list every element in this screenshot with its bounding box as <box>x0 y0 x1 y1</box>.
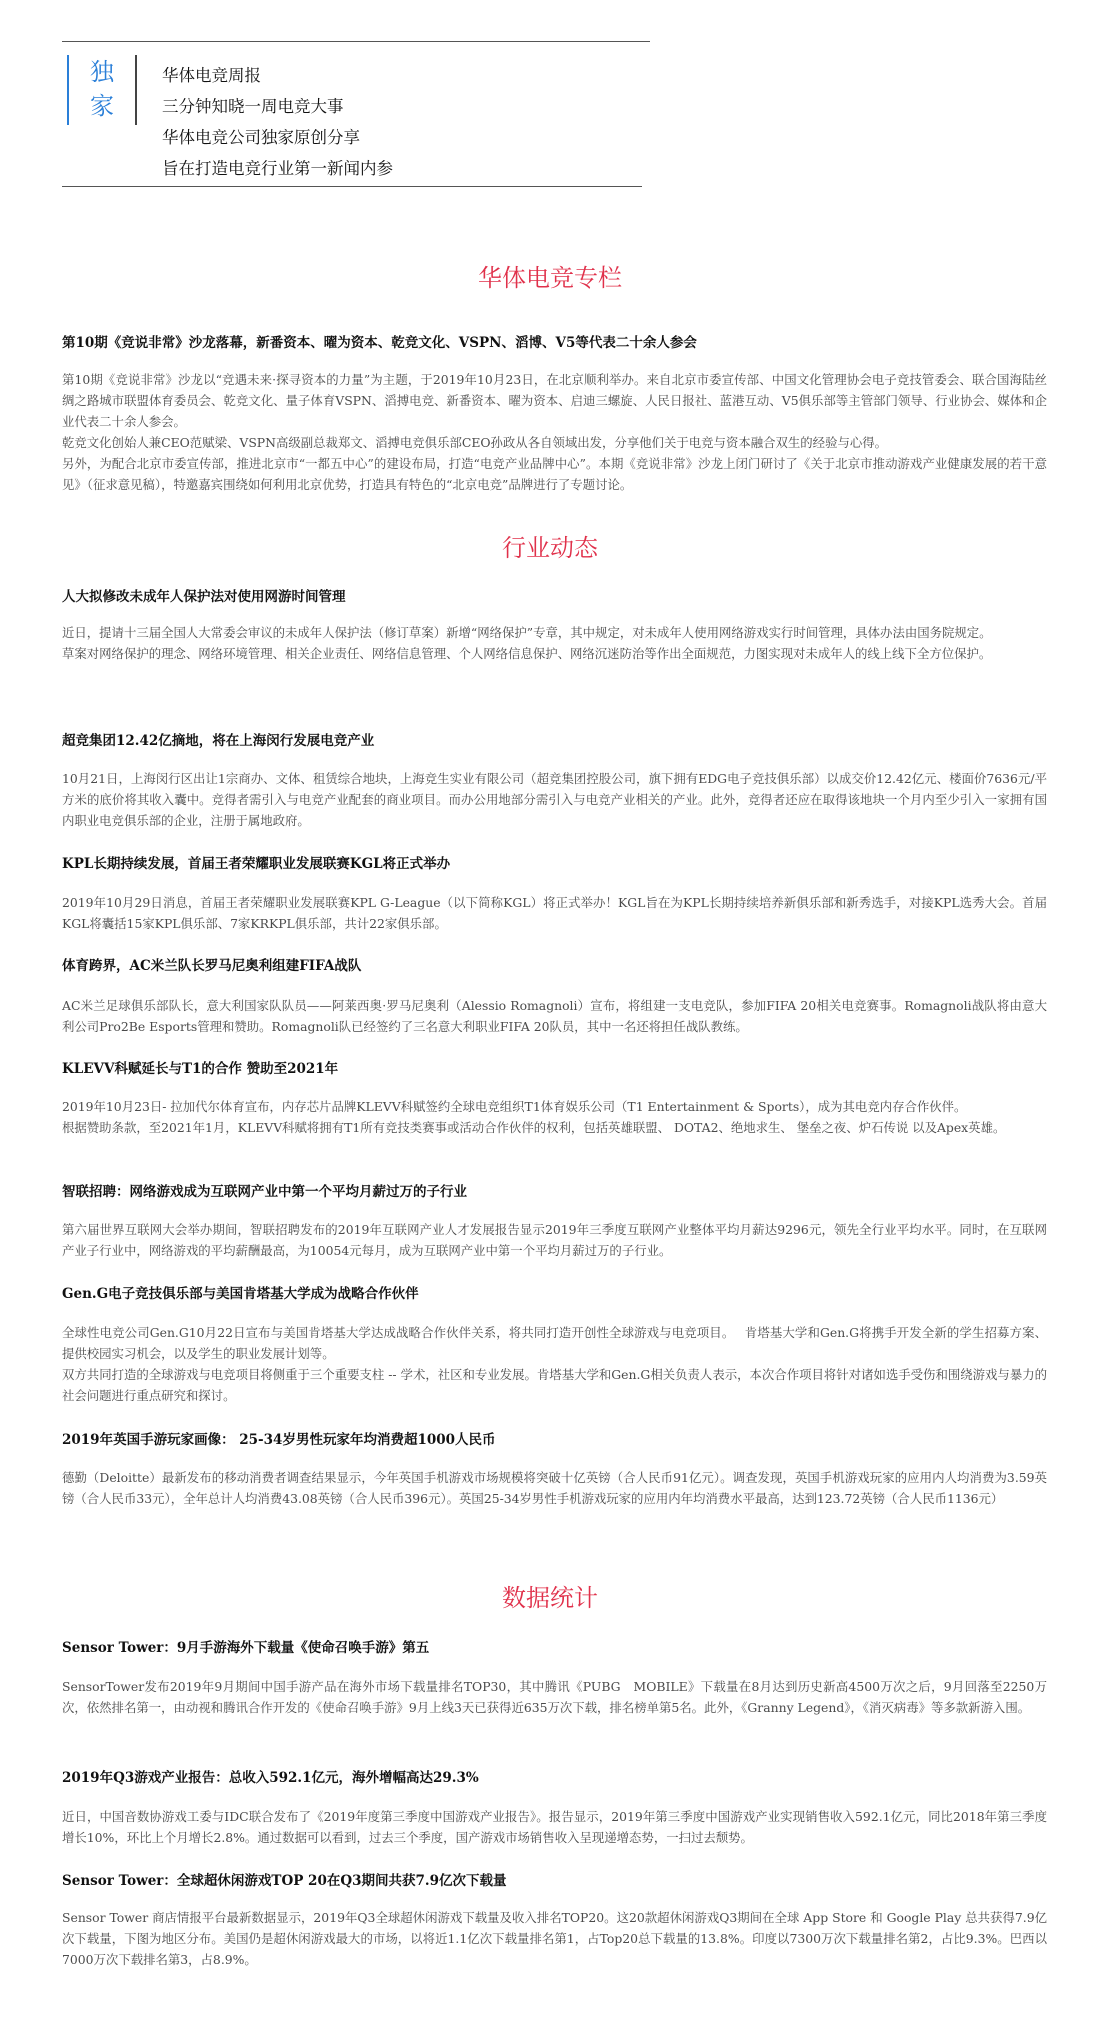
article-body <box>62 1467 1047 1509</box>
badge-char-2: 家 <box>90 92 114 120</box>
article-title: KLEVV科赋延长与T1的合作 赞助至2021年 <box>62 1061 339 1077</box>
article-title: Gen.G电子竞技俱乐部与美国肯塔基大学成为战略合作伙伴 <box>62 1286 419 1302</box>
article-body <box>62 1806 1047 1848</box>
article-paragraph: 乾竞文化创始人兼CEO范赋梁、VSPN高级副总裁郑文、滔搏电竞俱乐部CEO孙政从各自领域出发，分享他们关于电竞与资本融合双生的经验与心得。 <box>62 435 888 450</box>
article-title: 人大拟修改未成年人保护法对使用网游时间管理 <box>62 589 346 605</box>
article-paragraph: SensorTower发布2019年9月期间中国手游产品在海外市场下载量排名TOP30，其中腾讯《PUBG MOBILE》下载量在8月达到历史新高4500万次之后，9月回落至2250万次，依然排名第一，由动视和腾讯合作开发的《使命召唤手游》9月上线3天已获得近635万次下载，排名榜单第5名。此外，《Granny Legend》，《消灭病毒》等多款新游入围。 <box>62 1679 1047 1715</box>
article-paragraph: 全球性电竞公司Gen.G10月22日宣布与美国肯塔基大学达成战略合作伙伴关系，将共同打造开创性全球游戏与电竞项目。 肯塔基大学和Gen.G将携手开发全新的学生招募方案、提供校园实习机会，以及学生的职业发展计划等。 <box>62 1325 1047 1361</box>
article-paragraph: 草案对网络保护的理念、网络环境管理、相关企业责任、网络信息管理、个人网络信息保护、网络沉迷防治等作出全面规范，力图实现对未成年人的线上线下全方位保护。 <box>62 646 992 661</box>
intro-block <box>162 60 393 184</box>
article-paragraph: 第六届世界互联网大会举办期间，智联招聘发布的2019年互联网产业人才发展报告显示2019年三季度互联网产业整体平均月薪达9296元，领先全行业平均水平。同时，在互联网产业子行业中，网络游戏的平均薪酬最高，为10054元每月，成为互联网产业中第一个平均月薪过万的子行业。 <box>62 1222 1047 1258</box>
top-rule <box>62 41 650 42</box>
article-body <box>62 369 1047 495</box>
article-title: 2019年英国手游玩家画像： 25-34岁男性玩家年均消费超1000人民币 <box>62 1432 496 1448</box>
intro-line: 三分钟知晓一周电竞大事 <box>162 97 344 116</box>
badge-char-1: 独 <box>90 58 114 86</box>
intro-line: 华体电竞公司独家原创分享 <box>162 128 360 147</box>
article-paragraph: 近日，中国音数协游戏工委与IDC联合发布了《2019年度第三季度中国游戏产业报告》。报告显示，2019年第三季度中国游戏产业实现销售收入592.1亿元，同比2018年第三季度增长10%，环比上个月增长2.8%。通过数据可以看到，过去三个季度，国产游戏市场销售收入呈现递增态势，一扫过去颓势。 <box>62 1809 1047 1845</box>
article-paragraph: 另外，为配合北京市委宣传部，推进北京市“一都五中心”的建设布局，打造“电竞产业品牌中心”。本期《竞说非常》沙龙上闭门研讨了《关于北京市推动游戏产业健康发展的若干意见》（征求意见稿），特邀嘉宾围绕如何利用北京优势，打造具有特色的“北京电竞”品牌进行了专题讨论。 <box>62 456 1047 492</box>
article-title: Sensor Tower：9月手游海外下载量《使命召唤手游》第五 <box>62 1640 430 1656</box>
article-title: 2019年Q3游戏产业报告：总收入592.1亿元，海外增幅高达29.3% <box>62 1770 479 1786</box>
article-paragraph: AC米兰足球俱乐部队长，意大利国家队队员——阿莱西奥·罗马尼奥利（Alessio Romagnoli）宣布，将组建一支电竞队，参加FIFA 20相关电竞赛事。Romagnoli战队将由意大利公司Pro2Be Esports管理和赞助。Romagnoli队已经签约了三名意大利职业FIFA 20队员，其中一名还将担任战队教练。 <box>62 998 1047 1034</box>
article-paragraph: 2019年10月23日- 拉加代尔体育宣布，内存芯片品牌KLEVV科赋签约全球电竞组织T1体育娱乐公司（T1 Entertainment & Sports），成为其电竞内存合作伙伴。 <box>62 1099 967 1114</box>
article-body <box>62 622 1047 664</box>
article-body <box>62 1096 1047 1138</box>
article-paragraph: Sensor Tower 商店情报平台最新数据显示，2019年Q3全球超休闲游戏下载量及收入排名TOP20。这20款超休闲游戏Q3期间在全球 App Store 和 Google Play 总共获得7.9亿次下载量，下图为地区分布。美国仍是超休闲游戏最大的市场，以将近1.1亿次下载量排名第1，占Top20总下载量的13.8%。印度以7300万次下载量排名第2，占比9.3%。巴西以7000万次下载排名第3，占8.9%。 <box>62 1910 1047 1967</box>
intro-bottom-rule <box>62 186 642 187</box>
article-title: 第10期《竞说非常》沙龙落幕，新番资本、曜为资本、乾竞文化、VSPN、滔博、V5等代表二十余人参会 <box>62 335 697 351</box>
article-body <box>62 1676 1047 1718</box>
intro-line: 旨在打造电竞行业第一新闻内参 <box>162 159 393 178</box>
section-title-industry: 行业动态 <box>502 534 598 562</box>
article-title: 智联招聘：网络游戏成为互联网产业中第一个平均月薪过万的子行业 <box>62 1184 467 1200</box>
section-title-stats: 数据统计 <box>502 1584 598 1612</box>
article-title: 超竞集团12.42亿摘地，将在上海闵行发展电竞产业 <box>62 733 375 749</box>
exclusive-badge <box>67 55 137 125</box>
article-body <box>62 1907 1047 1970</box>
article-paragraph: 10月21日，上海闵行区出让1宗商办、文体、租赁综合地块，上海竞生实业有限公司（超竞集团控股公司，旗下拥有EDG电子竞技俱乐部）以成交价12.42亿元、楼面价7636元/平方米的底价将其收入囊中。竞得者需引入与电竞产业配套的商业项目。而办公用地部分需引入与电竞产业相关的产业。此外，竞得者还应在取得该地块一个月内至少引入一家拥有国内职业电竞俱乐部的企业，注册于属地政府。 <box>62 771 1047 828</box>
article-paragraph: 2019年10月29日消息，首届王者荣耀职业发展联赛KPL G-League（以下简称KGL）将正式举办！KGL旨在为KPL长期持续培养新俱乐部和新秀选手，对接KPL选秀大会。首届KGL将囊括15家KPL俱乐部、7家KRKPL俱乐部，共计22家俱乐部。 <box>62 895 1047 931</box>
article-body <box>62 995 1047 1037</box>
article-title: Sensor Tower：全球超休闲游戏TOP 20在Q3期间共获7.9亿次下载量 <box>62 1873 507 1889</box>
section-title-column: 华体电竞专栏 <box>478 264 622 292</box>
article-paragraph: 德勤（Deloitte）最新发布的移动消费者调查结果显示，今年英国手机游戏市场规模将突破十亿英镑（合人民币91亿元）。调查发现，英国手机游戏玩家的应用内人均消费为3.59英镑（合人民币33元），全年总计人均消费43.08英镑（合人民币396元）。英国25-34岁男性手机游戏玩家的应用内年均消费水平最高，达到123.72英镑（合人民币1136元） <box>62 1470 1047 1506</box>
intro-line: 华体电竞周报 <box>162 66 261 85</box>
article-title: KPL长期持续发展，首届王者荣耀职业发展联赛KGL将正式举办 <box>62 856 451 872</box>
article-body <box>62 768 1047 831</box>
article-paragraph: 第10期《竞说非常》沙龙以“竞遇未来·探寻资本的力量”为主题，于2019年10月23日，在北京顺利举办。来自北京市委宣传部、中国文化管理协会电子竞技管委会、联合国海陆丝绸之路城市联盟体育委员会、乾竞文化、量子体育VSPN、滔搏电竞、新番资本、曜为资本、启迪三螺旋、人民日报社、蓝港互动、V5俱乐部等主管部门领导、行业协会、媒体和企业代表二十余人参会。 <box>62 372 1047 429</box>
article-title: 体育跨界，AC米兰队长罗马尼奥利组建FIFA战队 <box>62 958 362 974</box>
article-paragraph: 双方共同打造的全球游戏与电竞项目将侧重于三个重要支柱 -- 学术，社区和专业发展。肯塔基大学和Gen.G相关负责人表示，本次合作项目将针对诸如选手受伤和围绕游戏与暴力的社会问题进行重点研究和探讨。 <box>62 1367 1047 1403</box>
article-paragraph: 近日，提请十三届全国人大常委会审议的未成年人保护法（修订草案）新增“网络保护”专章，其中规定，对未成年人使用网络游戏实行时间管理，具体办法由国务院规定。 <box>62 625 992 640</box>
article-paragraph: 根据赞助条款，至2021年1月，KLEVV科赋将拥有T1所有竞技类赛事或活动合作伙伴的权利，包括英雄联盟、 DOTA2、绝地求生、 堡垒之夜、炉石传说 以及Apex英雄。 <box>62 1120 1006 1135</box>
article-body <box>62 1322 1047 1406</box>
article-body <box>62 1219 1047 1261</box>
article-body <box>62 892 1047 934</box>
